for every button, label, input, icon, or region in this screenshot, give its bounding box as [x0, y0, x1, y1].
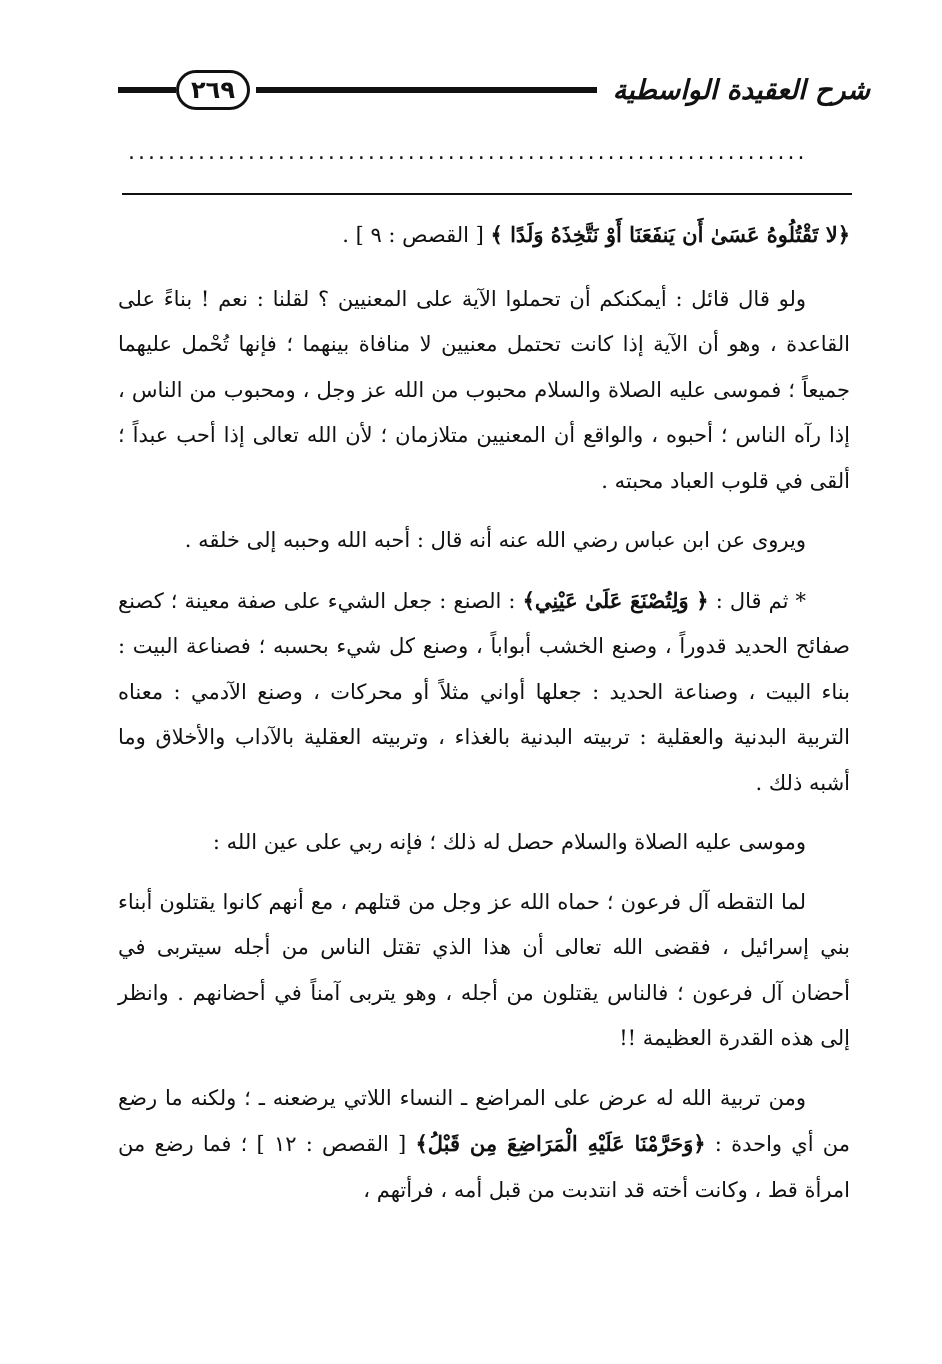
paragraph-6: لما التقطه آل فرعون ؛ حماه الله عز وجل من قتلهم ، مع أنهم كانوا يقتلون أبناء بني إسرائيل ، فقضى الله تعالى أن هذا الذي تقتل الناس من أجله سيتربى في أحضان آل فرعون ؛ فالناس يقتلون من أجله ، وهو يتربى آمناً في أحضانهم . وانظر إلى هذه القدرة العظيمة !!	[118, 889, 850, 1050]
paragraph-5: وموسى عليه الصلاة والسلام حصل له ذلك ؛ فإنه ربي على عين الله :	[212, 830, 806, 854]
verse-reference: [ القصص : ٩ ] .	[342, 223, 491, 247]
paragraph-suffix: [ القصص : ١٢ ] ؛ فما رضع من امرأة قط ، وكانت أخته قد انتدبت من قبل أمه ، فرأتهم ،	[118, 1132, 850, 1202]
header-rule-left	[118, 87, 176, 93]
paragraph-body: ومن تربية الله له عرض على المراضع ـ النساء اللاتي يرضعنه ـ ؛ ولكنه ما رضع من أي واحدة :	[118, 1085, 850, 1156]
page-number: ٢٦٩	[176, 70, 250, 110]
body-text	[118, 212, 850, 1227]
quran-verse: ﴿ وَلِتُصْنَعَ عَلَىٰ عَيْنِي﴾	[522, 587, 709, 613]
paragraph-3: ويروى عن ابن عباس رضي الله عنه أنه قال : أحبه الله وحببه إلى خلقه .	[184, 528, 806, 552]
paragraph-prefix: * ثم قال :	[708, 588, 806, 613]
paragraph-7	[118, 1076, 850, 1214]
paragraph-2: ولو قال قائل : أيمكنكم أن تحملوا الآية على المعنيين ؟ لقلنا : نعم ! بناءً على القاعدة ، وهو أن الآية إذا كانت تحتمل معنيين لا منافاة بينهما ؛ فإنها تُحْمل عليهما جميعاً ؛ فموسى عليه الصلاة والسلام محبوب من الله عز وجل ، ومحبوب من الناس ، إذا رآه الناس ؛ أحبوه ، والواقع أن المعنيين متلازمان ؛ لأن الله تعالى إذا أحب عبداً ؛ ألقى في قلوب العباد محبته .	[118, 286, 850, 493]
quran-verse: ﴿لا تَقْتُلُوهُ عَسَىٰ أَن يَنفَعَنَا أَوْ نَتَّخِذَهُ وَلَدًا ﴾	[490, 222, 850, 247]
paragraph-body: : الصنع : جعل الشيء على صفة معينة ؛ كصنع صفائح الحديد قدوراً ، وصنع الخشب أبواباً ، وصنع كل شيء بحسبه ؛ فصناعة البيت : بناء البيت ، وصناعة الحديد : جعلها أواني مثلاً أو محركات ، وصنع الآدمي : معناه التربية البدنية والعقلية : تربيته البدنية بالغذاء ، وتربيته العقلية بالآداب والأخلاق وما أشبه ذلك .	[118, 588, 850, 795]
page-header	[118, 60, 870, 120]
quran-verse: ﴿وَحَرَّمْنَا عَلَيْهِ الْمَرَاضِعَ مِن قَبْلُ﴾	[415, 1131, 706, 1156]
dotted-separator: ....................................................................	[128, 140, 808, 165]
header-rule-right	[256, 87, 597, 93]
book-title: شرح العقيدة الواسطية	[612, 74, 870, 106]
paragraph-4	[118, 578, 850, 807]
footnote-divider	[122, 193, 852, 195]
paragraph-1	[118, 212, 850, 259]
